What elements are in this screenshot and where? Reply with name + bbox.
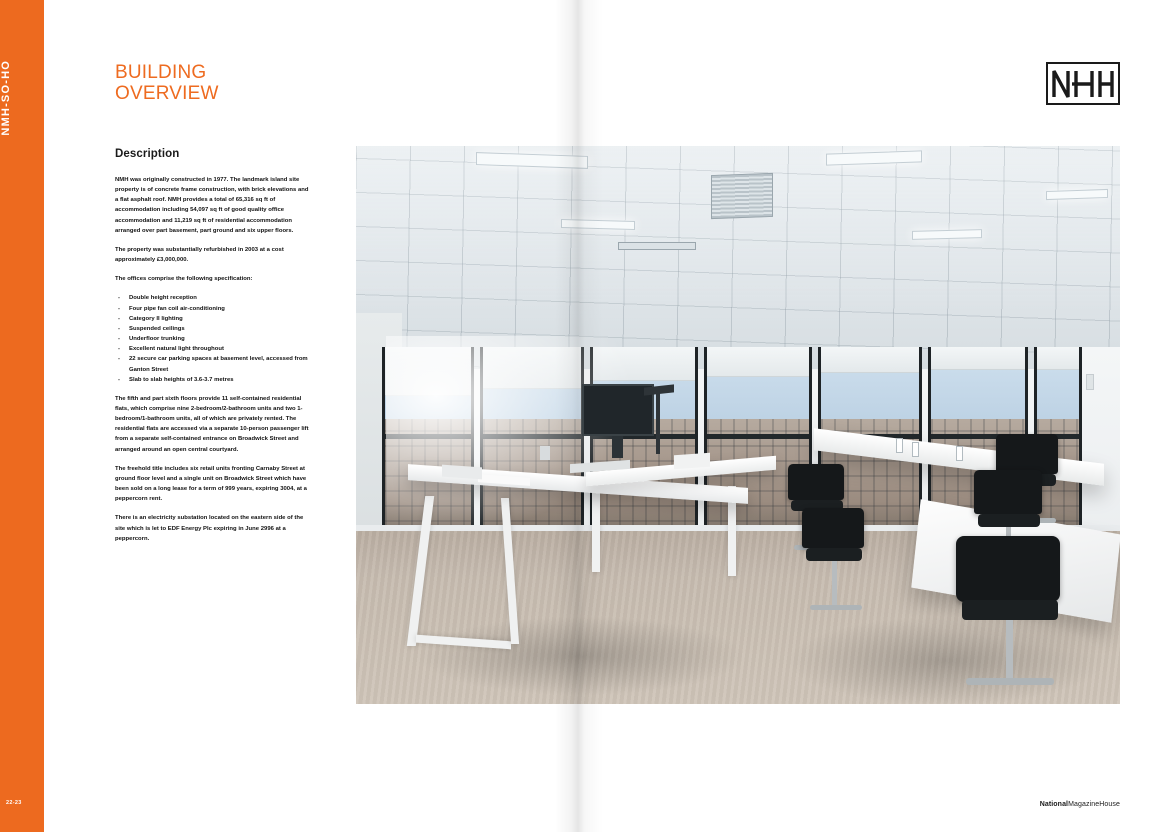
ceiling-vent-strip bbox=[618, 242, 696, 250]
water-glass bbox=[912, 442, 919, 457]
ceiling-light bbox=[912, 229, 982, 240]
paragraph-4: The fifth and part sixth floors provide 11 self-contained residential flats, which comprise nine 2-bedroom/2-bathroom units and two 1-bedroom/1-bathroom units, all of which are privately rented. The residential flats are accessed via a separate 10-person passenger lift from a separate self-contained entrance on Broadwick Street and arranged around an open central courtyard. bbox=[115, 395, 309, 453]
page-number: 22-23 bbox=[6, 800, 22, 806]
window-pane bbox=[480, 347, 584, 537]
list-item: - Category II lighting bbox=[115, 314, 312, 324]
spine-label: NMH-SO-HO bbox=[0, 60, 12, 136]
page-title-line-1: BUILDING bbox=[115, 62, 207, 83]
description-copy bbox=[115, 175, 312, 553]
water-glass bbox=[896, 438, 903, 453]
list-item: - Excellent natural light throughout bbox=[115, 344, 312, 354]
list-item: - Suspended ceilings bbox=[115, 324, 312, 334]
ceiling-vent bbox=[711, 173, 773, 219]
footer-wordmark-bold: National bbox=[1039, 801, 1069, 808]
table-shadow bbox=[786, 616, 1106, 704]
list-item: - Double height reception bbox=[115, 293, 312, 303]
paragraph-2: The property was substantially refurbished in 2003 at a cost approximately £3,000,000. bbox=[115, 246, 284, 264]
ceiling-light bbox=[561, 219, 635, 230]
desk-lamp-stem bbox=[656, 392, 660, 454]
photo-canvas bbox=[356, 146, 1120, 704]
list-item: - 22 secure car parking spaces at basement level, accessed from Ganton Street bbox=[115, 354, 312, 374]
monitor-stand bbox=[612, 436, 623, 458]
office-photograph bbox=[356, 146, 1120, 704]
list-item: - Four pipe fan coil air-conditioning bbox=[115, 304, 312, 314]
paragraph-5: The freehold title includes six retail units fronting Carnaby Street at ground floor level and a single unit on Broadwick Street which have been sold on a long lease for a term of 999 years, expiring 3004, at a peppercorn rent. bbox=[115, 465, 307, 503]
window-pane bbox=[590, 347, 698, 537]
nmh-logo bbox=[1046, 62, 1120, 105]
page-title bbox=[115, 62, 219, 105]
paragraph-3: The offices comprise the following specification: bbox=[115, 276, 253, 283]
list-item: - Slab to slab heights of 3.6-3.7 metres bbox=[115, 375, 312, 385]
footer-wordmark bbox=[1040, 801, 1120, 808]
specification-list bbox=[115, 293, 312, 384]
paragraph-6: There is an electricity substation located on the eastern side of the site which is let to EDF Energy Plc expiring in June 2996 at a peppercorn. bbox=[115, 515, 304, 542]
desk-shadow bbox=[416, 616, 746, 696]
wall-socket bbox=[1086, 374, 1094, 390]
paragraph-1: NMH was originally constructed in 1977. The landmark island site property is of concrete frame construction, with brick elevations and a flat asphalt roof. NMH provides a total of 65,316 sq ft of accommodation including 54,097 sq ft of good quality office accommodation and 11,219 sq ft of residential accommodation arranged over part basement, part ground and six upper floors. bbox=[115, 177, 309, 234]
desk-phone bbox=[674, 453, 710, 470]
list-item: - Underfloor trunking bbox=[115, 334, 312, 344]
footer-wordmark-rest: MagazineHouse bbox=[1068, 801, 1120, 808]
water-glass bbox=[956, 446, 963, 461]
page-title-line-2: OVERVIEW bbox=[115, 83, 219, 105]
section-heading: Description bbox=[115, 148, 180, 160]
desk-cup bbox=[540, 446, 550, 460]
spine-tab bbox=[0, 0, 44, 832]
